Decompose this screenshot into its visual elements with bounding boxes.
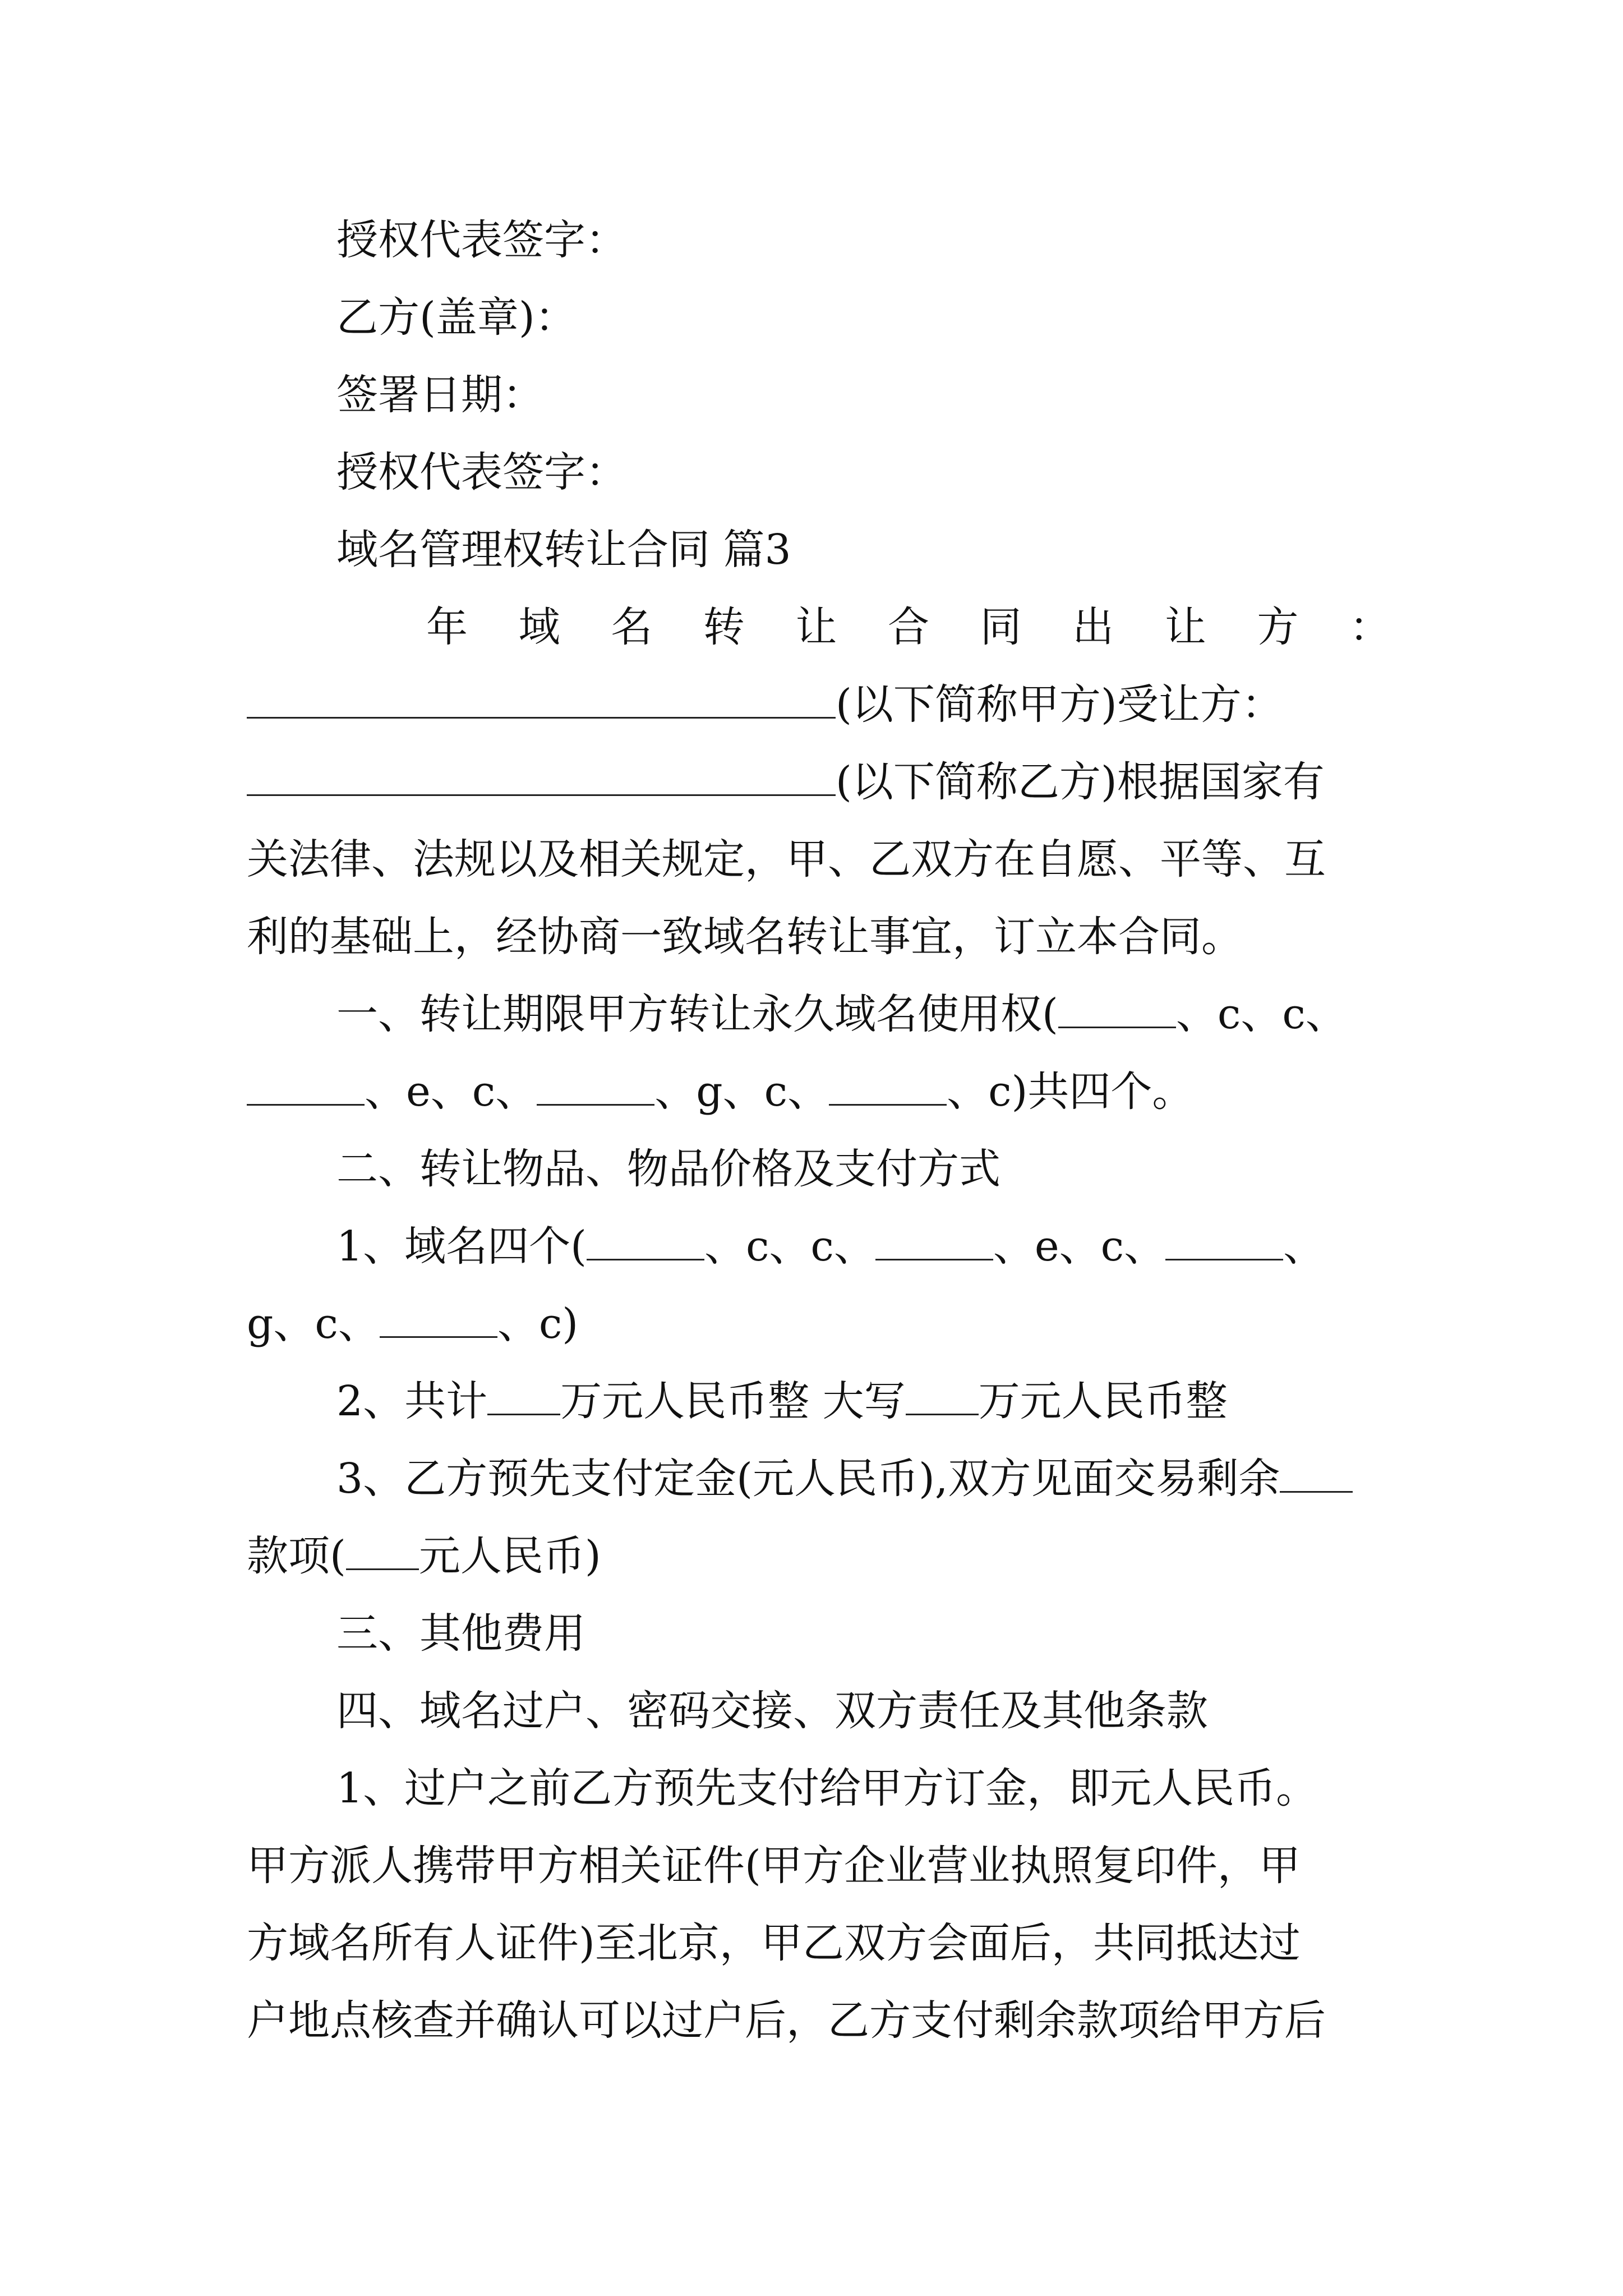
- title-char: 名: [611, 603, 653, 651]
- party-a-line: [247, 674, 1391, 735]
- domain-blank: [1058, 992, 1176, 1028]
- clause4-p1-line2: 甲方派人携带甲方相关证件(甲方企业营业执照复印件，甲: [247, 1842, 1301, 1890]
- clause2-item1-line2: [247, 1293, 1391, 1355]
- clause2-item3-line1: [336, 1448, 1391, 1510]
- domain-blank: [247, 1069, 365, 1106]
- title-char: 域: [518, 603, 560, 651]
- party-a-suffix: (以下简称甲方)受让方：: [836, 680, 1283, 729]
- intro-title-line: [426, 596, 1391, 658]
- clause2-text: 、c、c、: [704, 1222, 875, 1271]
- title-char: 方: [1257, 603, 1299, 651]
- domain-blank: [380, 1301, 497, 1338]
- party-a-blank: [247, 682, 836, 719]
- sign-date-line: 签署日期：: [336, 371, 544, 419]
- amount-blank: [906, 1379, 979, 1415]
- party-b-suffix: (以下简称乙方)根据国家有: [836, 758, 1325, 806]
- clause4-p1-line4: 户地点核查并确认可以过户后，乙方支付剩余款项给甲方后: [247, 1996, 1326, 2045]
- domain-blank: [537, 1069, 654, 1106]
- party-b-blank: [247, 760, 836, 796]
- clause1-text: 一、转让期限甲方转让永久域名使用权(: [336, 990, 1058, 1038]
- clause2-text: 3、乙方预先支付定金(元人民币),双方见面交易剩余: [336, 1455, 1280, 1503]
- clause1-text: 、c、c、: [1175, 990, 1347, 1038]
- title-char: 年: [426, 603, 468, 651]
- clause2-text: 1、域名四个(: [336, 1222, 587, 1271]
- section-heading: 域名管理权转让合同 篇3: [336, 526, 791, 574]
- clause2-heading: 二、转让物品、物品价格及支付方式: [336, 1145, 1000, 1193]
- clause4-p1-line3: 方域名所有人证件)至北京，甲乙双方会面后，共同抵达过: [247, 1919, 1301, 1967]
- clause2-text: 元人民币): [418, 1532, 601, 1580]
- rep-sign-line-2: 授权代表签字：: [336, 448, 627, 496]
- clause2-text: 、e、c、: [993, 1222, 1166, 1271]
- clause2-text: 、c): [497, 1300, 579, 1348]
- intro-line-4: 关法律、法规以及相关规定，甲、乙双方在自愿、平等、互: [247, 835, 1326, 884]
- clause2-item1-line1: [336, 1216, 1391, 1277]
- clause1-line2: [247, 1061, 1391, 1122]
- domain-blank: [829, 1069, 947, 1106]
- title-char: 转: [703, 603, 745, 651]
- clause4-p1-line1: 1、过户之前乙方预先支付给甲方订金，即元人民币。: [336, 1764, 1318, 1812]
- amount-blank: [487, 1379, 560, 1415]
- title-char: 让: [1164, 603, 1206, 651]
- clause2-text: 万元人民币整: [978, 1377, 1228, 1425]
- party-b-seal-line: 乙方(盖章)：: [336, 293, 577, 342]
- clause2-text: 款项(: [247, 1532, 346, 1580]
- party-b-line: [247, 751, 1391, 813]
- amount-blank: [1280, 1456, 1353, 1493]
- clause2-text: 、: [1283, 1222, 1325, 1271]
- title-char: 合: [887, 603, 929, 651]
- title-char: ：: [1349, 603, 1391, 651]
- domain-blank: [587, 1224, 704, 1260]
- title-char: 让: [795, 603, 837, 651]
- title-char: 出: [1072, 603, 1114, 651]
- clause3-heading: 三、其他费用: [336, 1609, 585, 1658]
- amount-blank: [346, 1534, 419, 1570]
- clause2-item2: [336, 1370, 1391, 1432]
- clause1-text: 、c)共四个。: [947, 1068, 1194, 1116]
- clause1-text: 、e、c、: [365, 1068, 537, 1116]
- clause2-item3-line2: [247, 1525, 1391, 1587]
- clause2-text: g、c、: [247, 1300, 380, 1348]
- clause4-heading: 四、域名过户、密码交接、双方责任及其他条款: [336, 1687, 1208, 1735]
- rep-sign-line-1: 授权代表签字：: [336, 216, 627, 264]
- title-char: 同: [980, 603, 1022, 651]
- clause2-text: 万元人民币整 大写: [560, 1377, 906, 1425]
- clause2-text: 2、共计: [336, 1377, 488, 1425]
- clause1-text: 、g、c、: [654, 1068, 829, 1116]
- domain-blank: [875, 1224, 993, 1260]
- intro-line-5: 利的基础上，经协商一致域名转让事宜，订立本合同。: [247, 913, 1243, 961]
- clause1-line1: [336, 983, 1391, 1045]
- domain-blank: [1165, 1224, 1283, 1260]
